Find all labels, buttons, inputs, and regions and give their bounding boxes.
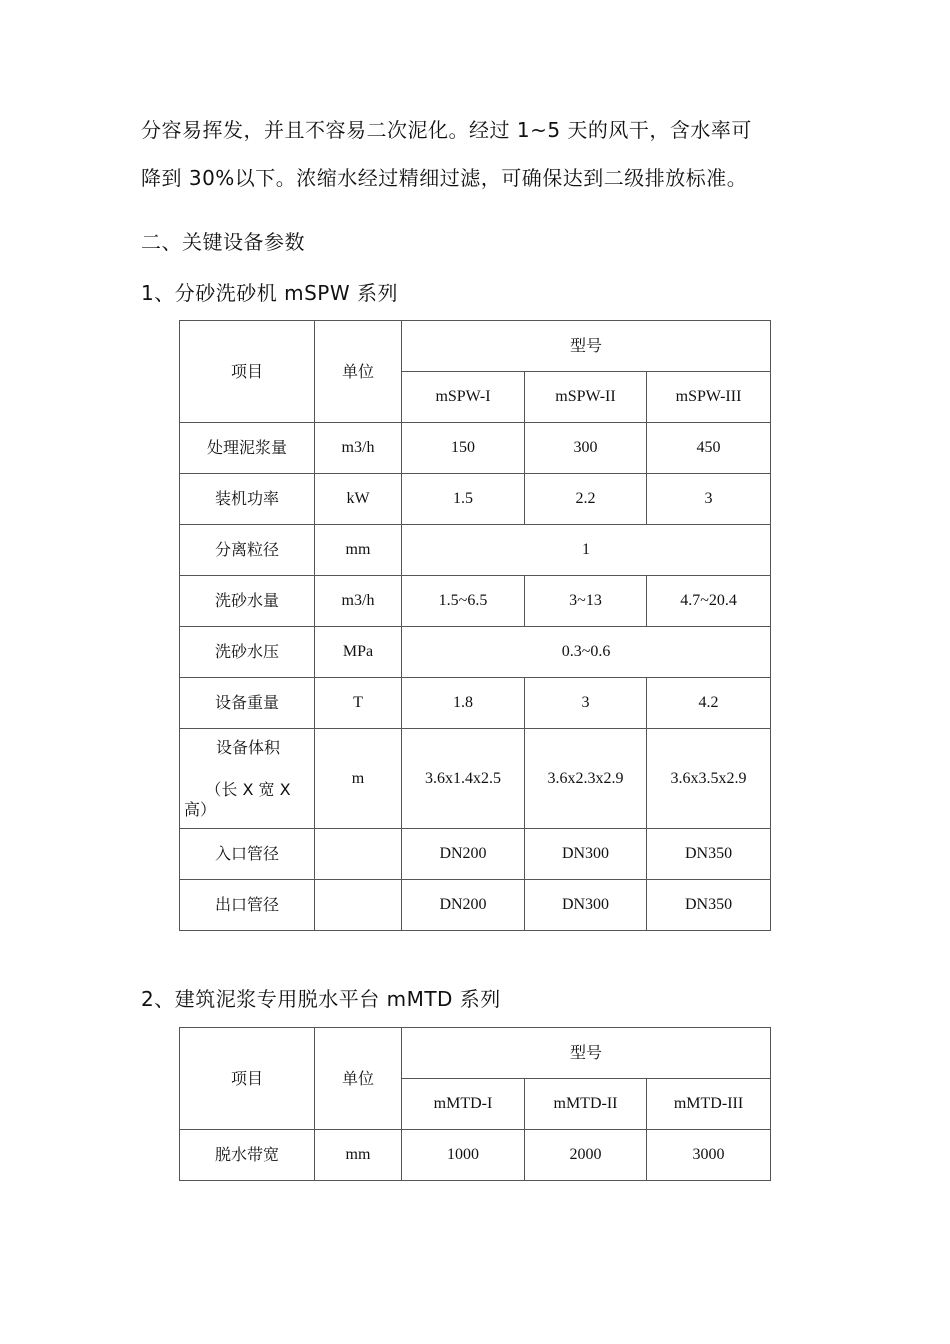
- mtd-spec-table: [179, 1027, 771, 1181]
- table-header-row: [180, 1028, 771, 1079]
- header-model: 型号: [402, 1028, 771, 1079]
- row-value: 4.2: [647, 678, 771, 729]
- model-name: mSPW-II: [525, 372, 647, 423]
- row-value: DN350: [647, 829, 771, 880]
- row-value: 3000: [647, 1130, 771, 1181]
- row-item-line-2: （长 X 宽 X: [205, 779, 291, 799]
- row-unit: [315, 829, 402, 880]
- row-value: DN200: [402, 880, 525, 931]
- table-row: [180, 474, 771, 525]
- row-item: 洗砂水压: [180, 627, 315, 678]
- row-value-merged: 0.3~0.6: [402, 627, 771, 678]
- body-paragraph-line-1: 分容易挥发，并且不容易二次泥化。经过 1~5 天的风干，含水率可: [141, 118, 752, 142]
- row-value: 3: [647, 474, 771, 525]
- table-row: [180, 678, 771, 729]
- spw-spec-table: [179, 320, 771, 931]
- row-value: 1.5~6.5: [402, 576, 525, 627]
- row-value: 3.6x1.4x2.5: [402, 729, 525, 829]
- row-value: 1000: [402, 1130, 525, 1181]
- model-name: mMTD-I: [402, 1079, 525, 1130]
- table-row: [180, 729, 771, 829]
- row-value: 3~13: [525, 576, 647, 627]
- body-paragraph-line-2: 降到 30%以下。浓缩水经过精细过滤，可确保达到二级排放标准。: [141, 166, 748, 190]
- header-unit: 单位: [315, 1028, 402, 1130]
- model-name: mSPW-III: [647, 372, 771, 423]
- row-unit: MPa: [315, 627, 402, 678]
- row-unit: m: [315, 729, 402, 829]
- table-row: [180, 829, 771, 880]
- row-item: 出口管径: [180, 880, 315, 931]
- row-item: 装机功率: [180, 474, 315, 525]
- row-unit: m3/h: [315, 576, 402, 627]
- row-value: 150: [402, 423, 525, 474]
- row-item: 处理泥浆量: [180, 423, 315, 474]
- row-item: 分离粒径: [180, 525, 315, 576]
- row-value: 300: [525, 423, 647, 474]
- row-value: 2.2: [525, 474, 647, 525]
- row-item: 脱水带宽: [180, 1130, 315, 1181]
- header-model: 型号: [402, 321, 771, 372]
- row-unit: m3/h: [315, 423, 402, 474]
- row-unit: mm: [315, 1130, 402, 1181]
- table-row: [180, 880, 771, 931]
- row-value: DN200: [402, 829, 525, 880]
- table-row: [180, 576, 771, 627]
- row-value: 3.6x3.5x2.9: [647, 729, 771, 829]
- table2-heading: 2、建筑泥浆专用脱水平台 mMTD 系列: [141, 987, 501, 1011]
- row-value-merged: 1: [402, 525, 771, 576]
- row-item-line-3: 高）: [184, 799, 217, 819]
- model-name: mMTD-II: [525, 1079, 647, 1130]
- row-value: DN300: [525, 880, 647, 931]
- row-item: 设备重量: [180, 678, 315, 729]
- row-unit: [315, 880, 402, 931]
- table-header-row: [180, 321, 771, 372]
- row-value: 3.6x2.3x2.9: [525, 729, 647, 829]
- model-name: mMTD-III: [647, 1079, 771, 1130]
- header-item: 项目: [180, 1028, 315, 1130]
- row-value: DN300: [525, 829, 647, 880]
- table-row: [180, 525, 771, 576]
- row-unit: mm: [315, 525, 402, 576]
- row-item-line-1: 设备体积: [215, 737, 280, 757]
- row-value: 450: [647, 423, 771, 474]
- table-row: [180, 423, 771, 474]
- row-item: 入口管径: [180, 829, 315, 880]
- row-unit: T: [315, 678, 402, 729]
- row-value: DN350: [647, 880, 771, 931]
- row-value: 2000: [525, 1130, 647, 1181]
- table1-heading: 1、分砂洗砂机 mSPW 系列: [141, 281, 398, 305]
- row-value: 1.5: [402, 474, 525, 525]
- row-value: 3: [525, 678, 647, 729]
- row-value: 4.7~20.4: [647, 576, 771, 627]
- row-unit: kW: [315, 474, 402, 525]
- row-item: [180, 729, 315, 829]
- section-title: 二、关键设备参数: [141, 230, 305, 254]
- header-item: 项目: [180, 321, 315, 423]
- header-unit: 单位: [315, 321, 402, 423]
- row-value: 1.8: [402, 678, 525, 729]
- row-item: 洗砂水量: [180, 576, 315, 627]
- table-row: [180, 1130, 771, 1181]
- table-row: [180, 627, 771, 678]
- model-name: mSPW-I: [402, 372, 525, 423]
